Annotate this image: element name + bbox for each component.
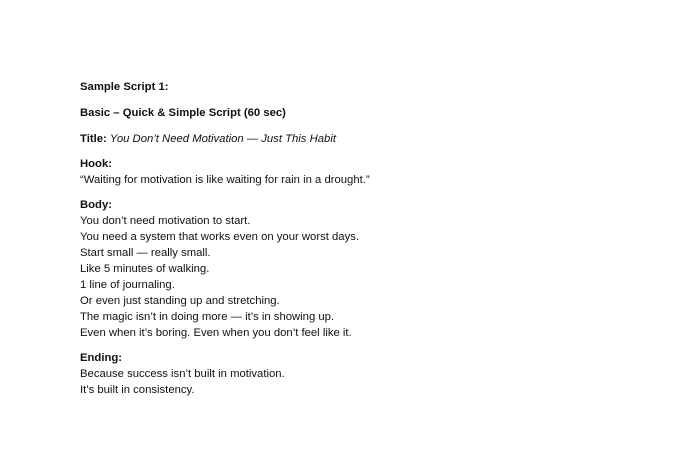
body-section [80, 197, 640, 341]
hook-section [80, 156, 640, 188]
title-section [80, 131, 640, 147]
level-heading: Basic – Quick & Simple Script (60 sec) [80, 107, 286, 119]
ending-heading: Ending: [80, 352, 123, 364]
body-line: 1 line of journaling. [80, 279, 175, 291]
title-line [80, 131, 640, 147]
title-text: You Don’t Need Motivation — Just This Habit [109, 133, 336, 145]
body-line: The magic isn’t in doing more — it’s in showing up. [80, 311, 335, 323]
ending-line: Because success isn’t built in motivation. [80, 368, 285, 380]
sample-title: Sample Script 1: [80, 81, 169, 93]
script-document [80, 79, 640, 398]
body-line: Start small — really small. [80, 247, 211, 259]
body-line: Like 5 minutes of walking. [80, 263, 210, 275]
level-section [80, 105, 640, 121]
ending-line: It’s built in consistency. [80, 384, 195, 396]
body-heading: Body: [80, 199, 113, 211]
hook-text: “Waiting for motivation is like waiting for rain in a drought.” [80, 174, 370, 186]
body-line: You need a system that works even on your worst days. [80, 231, 360, 243]
body-line: Even when it’s boring. Even when you don’t feel like it. [80, 327, 352, 339]
title-label: Title: [80, 133, 107, 145]
body-line: Or even just standing up and stretching. [80, 295, 280, 307]
sample-title-section [80, 79, 640, 95]
body-line: You don’t need motivation to start. [80, 215, 251, 227]
ending-section [80, 350, 640, 398]
hook-heading: Hook: [80, 158, 113, 170]
